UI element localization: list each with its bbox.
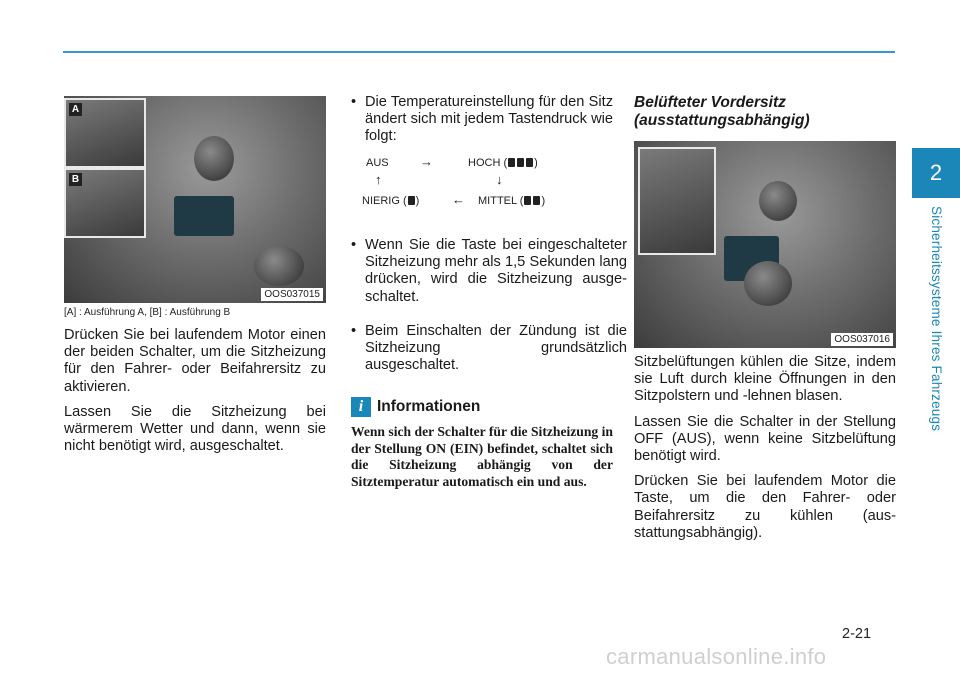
info-icon: i <box>351 397 371 417</box>
seq-arrow-left: ← <box>452 192 465 207</box>
gear-knob <box>194 136 234 181</box>
bullet-text: Die Temperatureinstellung für den Sitz ändert sich mit jedem Tastendruck wie folgt: <box>365 94 613 145</box>
seq-niedrig-label: NIERIG ( <box>362 195 407 207</box>
seat-heat-icon <box>508 158 515 167</box>
bullet-dot: • <box>351 237 357 253</box>
seq-arrow-right: → <box>420 154 433 169</box>
gear-knob-lower <box>744 261 792 306</box>
seat-heat-icon <box>524 196 531 205</box>
seq-hoch <box>468 157 538 169</box>
seq-niedrig <box>362 195 419 207</box>
bullet-ignition <box>351 323 627 375</box>
seat-heat-icon <box>517 158 524 167</box>
left-text <box>64 327 326 463</box>
bullet-long-press <box>351 237 627 306</box>
bullet-temperature <box>351 94 613 146</box>
bullet-dot: • <box>351 323 357 339</box>
header-rule <box>63 51 895 53</box>
console-panel <box>174 196 234 236</box>
inset-label-a: A <box>69 103 82 116</box>
seq-close: ) <box>541 195 546 207</box>
seq-mittel <box>478 195 545 207</box>
right-text <box>634 354 896 550</box>
bullet-text: Wenn Sie die Taste bei eingeschalteter Sitzheizung mehr als 1,5 Sekunden lang drücken, wird die Sitzheizung ausge-schaltet. <box>365 237 627 305</box>
heated-seat-switch-photo <box>64 96 326 303</box>
seq-hoch-label: HOCH ( <box>468 157 508 169</box>
image-code: OOS037016 <box>831 333 893 346</box>
inset-version-b <box>64 168 146 238</box>
paragraph: Sitzbelüftungen kühlen die Sitze, indem sie Luft durch kleine Öffnungen in den Sitzpolstern und -lehnen blasen. <box>634 354 896 405</box>
page-number: 2-21 <box>842 626 872 642</box>
info-title: Informationen <box>377 398 481 415</box>
gear-knob <box>759 181 797 221</box>
seq-mittel-label: MITTEL ( <box>478 195 524 207</box>
seq-aus: AUS <box>366 157 389 169</box>
paragraph: Drücken Sie bei laufendem Motor die Taste, um die den Fahrer- oder Beifahrersitz zu kühlen (aus-stattungsabhängig). <box>634 473 896 541</box>
chapter-side-title: Sicherheitssysteme Ihres Fahrzeugs <box>929 206 944 432</box>
paragraph: Lassen Sie die Sitzheizung bei wärmerem Wetter und dann, wenn sie nicht benötigt wird, ausgeschaltet. <box>64 403 326 455</box>
bullet-dot: • <box>351 94 357 110</box>
paragraph: Lassen Sie die Schalter in der Stellung OFF (AUS), wenn keine Sitzbelüftung benötigt wird. <box>634 413 896 465</box>
seq-arrow-down: ↓ <box>496 172 503 187</box>
inset-switch <box>638 147 716 255</box>
seq-close: ) <box>534 157 538 169</box>
bullet-text: Beim Einschalten der Zündung ist die Sitzheizung grundsätzlich ausgeschaltet. <box>365 323 627 374</box>
seat-heat-icon <box>408 196 415 205</box>
seq-close: ) <box>415 195 420 207</box>
section-heading: Belüfteter Vordersitz (ausstattungsabhängig) <box>634 94 810 129</box>
ventilated-seat-switch-photo <box>634 141 896 348</box>
paragraph: Drücken Sie bei laufendem Motor einen der beiden Schalter, um die Sitzheizung für den Fahrer- oder Beifahrersitz zu aktivieren. <box>64 327 326 395</box>
seat-heat-icon <box>526 158 533 167</box>
image-caption: [A] : Ausführung A, [B] : Ausführung B <box>64 307 231 318</box>
image-code: OOS037015 <box>261 288 323 301</box>
inset-version-a <box>64 98 146 168</box>
seq-arrow-up: ↑ <box>375 172 382 187</box>
inset-label-b: B <box>69 173 82 186</box>
watermark: carmanualsonline.info <box>606 644 827 669</box>
gear-knob-lower <box>254 246 304 286</box>
info-body: Wenn sich der Schalter für die Sitzheizung in der Stellung ON (EIN) befindet, schaltet sich die Sitzheizung abhängig von der Sitztemperatur automatisch ein und aus. <box>351 424 613 489</box>
chapter-number: 2 <box>929 160 943 185</box>
seat-heat-icon <box>533 196 540 205</box>
chapter-tab <box>912 148 960 198</box>
